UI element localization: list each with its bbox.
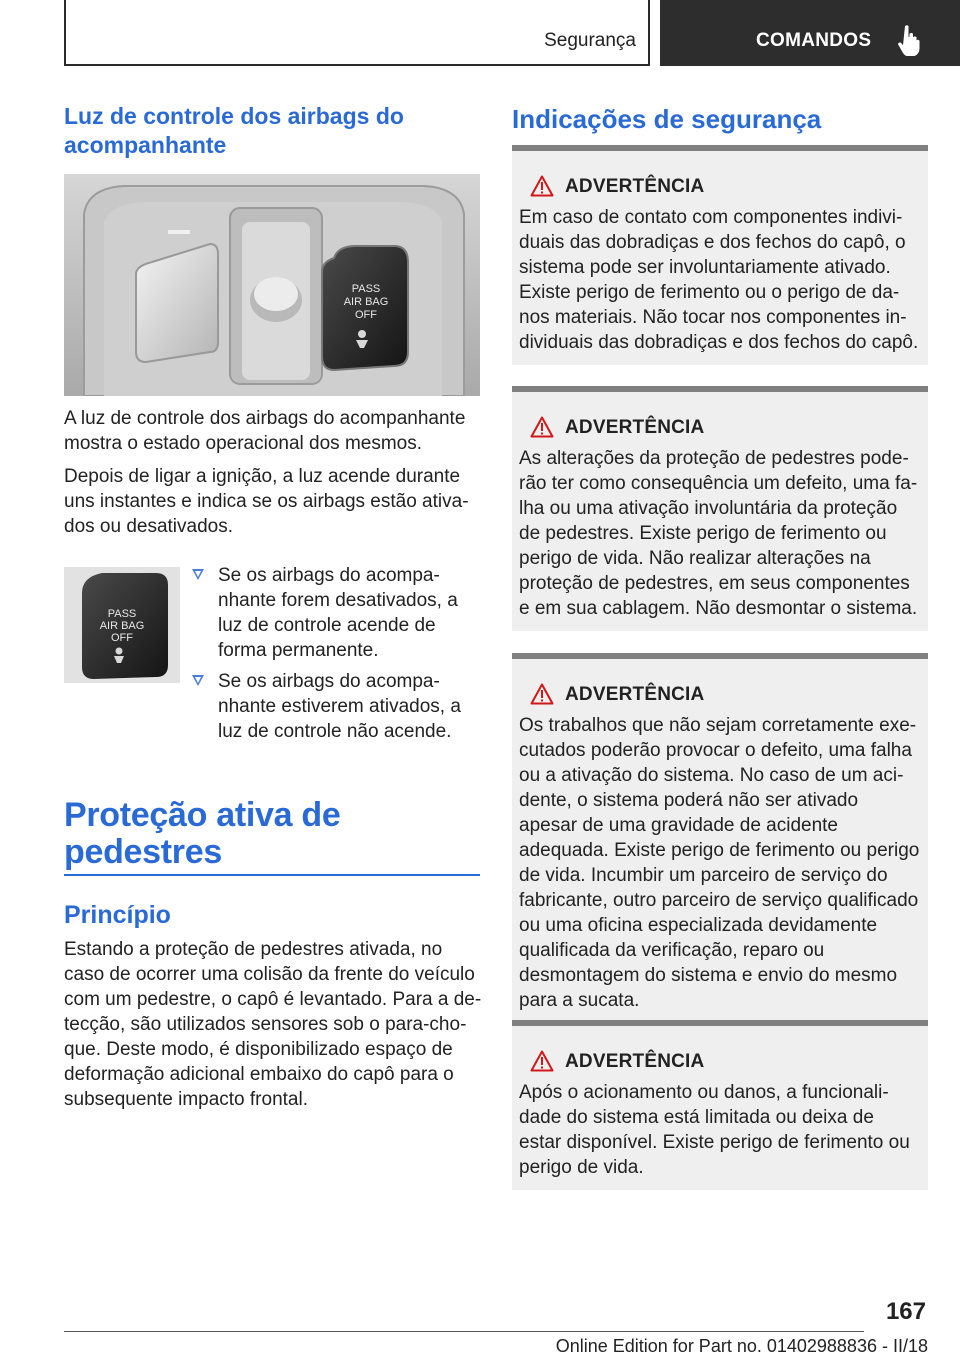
- bullet-triangle-icon: [192, 675, 204, 686]
- bullet-text: Se os airbags do acompanhante estiverem ativados, a luz de controle não acende.: [218, 671, 461, 742]
- footer-divider: [64, 1331, 864, 1332]
- header-section-title: Segurança: [544, 30, 636, 51]
- airbag-switch-photo: [64, 174, 480, 396]
- warning-box-1: [512, 145, 928, 365]
- page-number: 167: [885, 1298, 926, 1325]
- pass-airbag-off-icon: [64, 567, 180, 683]
- warning-label: ADVERTÊNCIA: [565, 176, 705, 197]
- warning-box-4: [512, 1020, 928, 1190]
- small-photo-label-line-3: OFF: [111, 632, 133, 644]
- warning-label: ADVERTÊNCIA: [565, 417, 705, 438]
- photo-label-line-2: AIR BAG: [343, 296, 389, 308]
- warning-text: As alterações da proteção de pedestres poderão ter como consequência um defeito, uma falha ou uma ativação involuntária da proteção de pedestres. Existe perigo de ferimento ou perigo de vida. Não realizar alterações na proteção de pedestres, em seus componentes e em sua cablagem. Não desmontar o sistema.: [519, 448, 918, 619]
- airbag-light-subheading: Luz de controle dos airbags do acompanhante: [64, 103, 404, 158]
- list-item: [190, 563, 480, 663]
- airbag-light-bullet-list: [190, 563, 480, 750]
- bullet-triangle-icon: [192, 569, 204, 580]
- heading-divider: [64, 874, 480, 876]
- safety-notes-heading: Indicações de segurança: [512, 104, 822, 134]
- header-chapter-box: [660, 0, 960, 66]
- small-photo-label-line-1: PASS: [107, 608, 137, 620]
- pointing-hand-icon: [896, 24, 922, 56]
- warning-text: Os trabalhos que não sejam corretamente executados poderão provocar o defeito, uma falha ou a ativação do sistema. No caso de um acidente, o sistema poderá não ser ativado apesar de uma gravidade de acidente adequada. Existe perigo de ferimento ou perigo de vida. Incumbir um parceiro de serviço do fabricante, outro parceiro de serviço qualificado ou uma oficina especializada devidamente qualificada da verificação, reparo ou desmontagem do sistema e envio do mesmo para a sucata.: [519, 715, 920, 1011]
- small-photo-label-line-2: AIR BAG: [99, 620, 145, 632]
- warning-box-2: [512, 386, 928, 631]
- bullet-text: Se os airbags do acompanhante forem desativados, a luz de controle acende de forma permanente.: [218, 565, 458, 661]
- photo-label-line-3: OFF: [355, 309, 377, 321]
- warning-triangle-icon: [530, 683, 554, 705]
- warning-box-3: [512, 653, 928, 1023]
- warning-text: Após o acionamento ou danos, a funcionalidade do sistema está limitada ou deixa de estar disponível. Existe perigo de ferimento ou perigo de vida.: [519, 1082, 910, 1178]
- warning-label: ADVERTÊNCIA: [565, 684, 705, 705]
- warning-triangle-icon: [530, 1050, 554, 1072]
- warning-triangle-icon: [530, 416, 554, 438]
- warning-text: Em caso de contato com componentes individuais das dobradiças e dos fechos do capô, o sistema pode ser involuntariamente ativado. Existe perigo de ferimento ou o perigo de danos materiais. Não tocar nos componentes individuais das dobradiças e dos fechos do capô.: [519, 207, 919, 353]
- header-section-box: [64, 0, 650, 66]
- warning-triangle-icon: [530, 175, 554, 197]
- footer-edition: Online Edition for Part no. 01402988836 - II/18: [555, 1336, 928, 1356]
- principle-paragraph: Estando a proteção de pedestres ativada, no caso de ocorrer uma colisão da frente do veículo com um pedestre, o capô é levantado. Para a detecção, são utilizados sensores sob o para-choque. Deste modo, é disponibilizado espaço de deformação adicional embaixo do capô para o subsequente impacto frontal.: [64, 939, 482, 1110]
- pedestrian-protection-heading: Proteção ativa de pedestres: [64, 796, 341, 871]
- header-chapter-title: COMANDOS: [756, 30, 872, 51]
- principle-heading: Princípio: [64, 901, 171, 929]
- warning-label: ADVERTÊNCIA: [565, 1051, 705, 1072]
- airbag-light-paragraph-1: A luz de controle dos airbags do acompanhante mostra o estado operacional dos mesmos.: [64, 408, 466, 454]
- list-item: [190, 669, 480, 744]
- airbag-light-paragraph-2: Depois de ligar a ignição, a luz acende durante uns instantes e indica se os airbags estão ativados ou desativados.: [64, 466, 469, 537]
- photo-label-line-1: PASS: [351, 283, 381, 295]
